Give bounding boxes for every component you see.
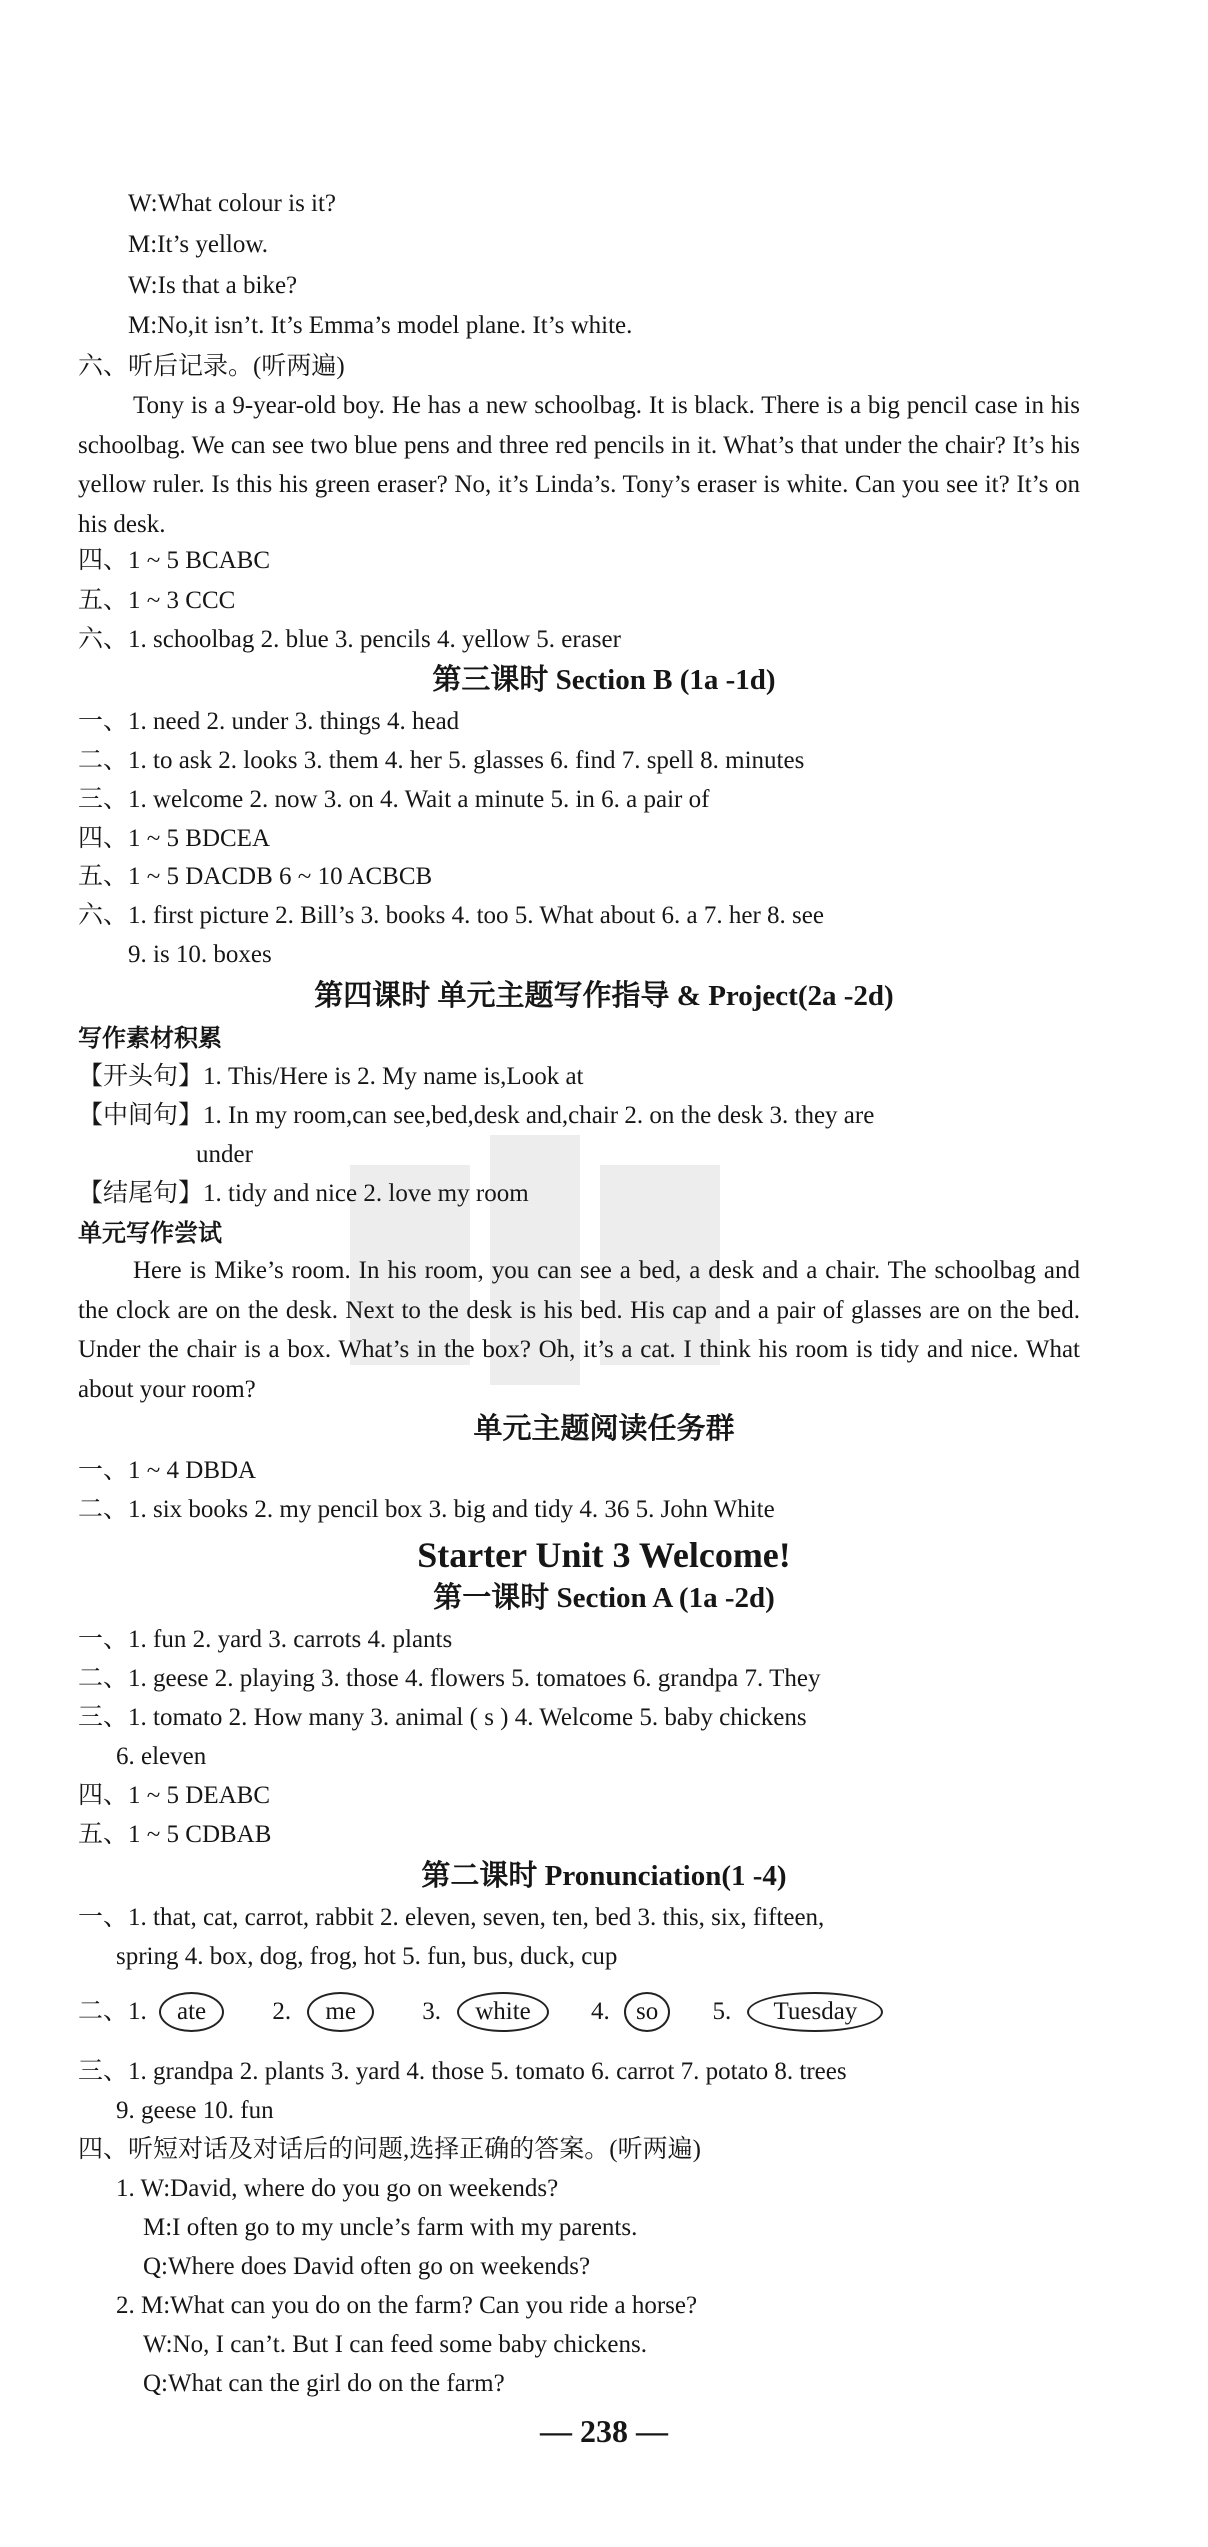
unit-title: Starter Unit 3 Welcome!	[417, 1535, 791, 1575]
answer-line: 四、1 ~ 5 BDCEA	[78, 825, 271, 852]
answer-line: 五、1 ~ 5 CDBAB	[78, 1821, 272, 1848]
answer-number: 2.	[272, 1998, 292, 2025]
section-title: 第四课时 单元主题写作指导 & Project(2a -2d)	[314, 980, 894, 1012]
section-title: 单元主题阅读任务群	[473, 1413, 735, 1445]
dialog-line: W:What colour is it?	[128, 190, 337, 217]
dialog-line: 1. W:David, where do you go on weekends?	[116, 2175, 559, 2202]
writing-sample: Here is Mike’s room. In his room, you can see a bed, a desk and a chair. The schoolbag and the clock are on the desk. Next to the desk is his bed. His cap and a pair of glasses are on the bed. Under the chair is a box. What’s in the box? Oh, it’s a cat. I think his room is tidy and nice. What about your room?	[78, 1257, 1080, 1403]
dialog-line: M:No,it isn’t. It’s Emma’s model plane. It’s white.	[128, 312, 633, 339]
answer-line: 四、1 ~ 5 DEABC	[78, 1782, 271, 1809]
circled-word: Tuesday	[747, 1992, 883, 2032]
answer-line: 【结尾句】1. tidy and nice 2. love my room	[78, 1180, 529, 1207]
answer-number: 二、1.	[78, 1998, 147, 2025]
answer-line: 【开头句】1. This/Here is 2. My name is,Look at	[78, 1063, 584, 1090]
answer-line: 二、1. to ask 2. looks 3. them 4. her 5. glasses 6. find 7. spell 8. minutes	[78, 747, 805, 774]
answer-line: 三、1. welcome 2. now 3. on 4. Wait a minute 5. in 6. a pair of	[78, 786, 710, 813]
answer-line: 9. geese 10. fun	[116, 2097, 274, 2124]
answer-number: 5.	[712, 1998, 732, 2025]
dialog-line: Q:Where does David often go on weekends?	[143, 2253, 591, 2280]
subheading: 写作素材积累	[78, 1024, 222, 1052]
answer-line: 9. is 10. boxes	[128, 941, 272, 968]
exercise-heading: 六、听后记录。(听两遍)	[78, 353, 345, 380]
exercise-heading: 四、听短对话及对话后的问题,选择正确的答案。(听两遍)	[78, 2136, 701, 2163]
circled-answers	[78, 1992, 883, 2032]
answer-line: 一、1. that, cat, carrot, rabbit 2. eleven, seven, ten, bed 3. this, six, fifteen,	[78, 1904, 825, 1931]
answer-line: 三、1. grandpa 2. plants 3. yard 4. those 5. tomato 6. carrot 7. potato 8. trees	[78, 2058, 847, 2085]
circled-word: ate	[159, 1992, 224, 2032]
answer-line: 二、1. six books 2. my pencil box 3. big and tidy 4. 36 5. John White	[78, 1496, 775, 1523]
answer-line: 一、1. fun 2. yard 3. carrots 4. plants	[78, 1626, 453, 1653]
answer-line: 一、1 ~ 4 DBDA	[78, 1457, 257, 1484]
circled-word: white	[457, 1992, 549, 2032]
section-title: 第二课时 Pronunciation(1 -4)	[421, 1860, 787, 1892]
answer-line: 二、1. geese 2. playing 3. those 4. flowers 5. tomatoes 6. grandpa 7. They	[78, 1665, 821, 1692]
answer-line: 六、1. first picture 2. Bill’s 3. books 4. too 5. What about 6. a 7. her 8. see	[78, 902, 824, 929]
answer-number: 3.	[422, 1998, 441, 2025]
answer-line: 三、1. tomato 2. How many 3. animal ( s ) 4. Welcome 5. baby chickens	[78, 1704, 807, 1731]
listening-passage: Tony is a 9-year-old boy. He has a new schoolbag. It is black. There is a big pencil case in his schoolbag. We can see two blue pens and three red pencils in it. What’s that under the chair? It’s his yellow ruler. Is this his green eraser? No, it’s Linda’s. Tony’s eraser is white. Can you see it? It’s on his desk.	[78, 392, 1080, 538]
section-title: 第一课时 Section A (1a -2d)	[433, 1582, 775, 1614]
answer-line: 六、1. schoolbag 2. blue 3. pencils 4. yellow 5. eraser	[78, 626, 621, 653]
dialog-line: Q:What can the girl do on the farm?	[143, 2370, 505, 2397]
dialog-line: M:It’s yellow.	[128, 231, 269, 258]
subheading: 单元写作尝试	[78, 1219, 222, 1247]
answer-line: 五、1 ~ 5 DACDB 6 ~ 10 ACBCB	[78, 863, 433, 890]
answer-line: 四、1 ~ 5 BCABC	[78, 547, 271, 574]
answer-number: 4.	[591, 1998, 610, 2025]
answer-line: spring 4. box, dog, frog, hot 5. fun, bus, duck, cup	[116, 1943, 618, 1970]
dialog-line: W:Is that a bike?	[128, 272, 298, 299]
answer-line: 6. eleven	[116, 1743, 207, 1770]
circled-word: me	[307, 1992, 374, 2032]
dialog-line: M:I often go to my uncle’s farm with my parents.	[143, 2214, 638, 2241]
dialog-line: 2. M:What can you do on the farm? Can you ride a horse?	[116, 2292, 698, 2319]
section-title: 第三课时 Section B (1a -1d)	[432, 664, 776, 696]
dialog-line: W:No, I can’t. But I can feed some baby chickens.	[143, 2331, 647, 2358]
circled-word: so	[624, 1992, 670, 2032]
page-number: — 238 —	[540, 2413, 668, 2449]
answer-line: 【中间句】1. In my room,can see,bed,desk and,chair 2. on the desk 3. they are	[78, 1102, 875, 1129]
answer-line: under	[196, 1141, 253, 1168]
answer-line: 一、1. need 2. under 3. things 4. head	[78, 708, 460, 735]
answer-line: 五、1 ~ 3 CCC	[78, 587, 236, 614]
